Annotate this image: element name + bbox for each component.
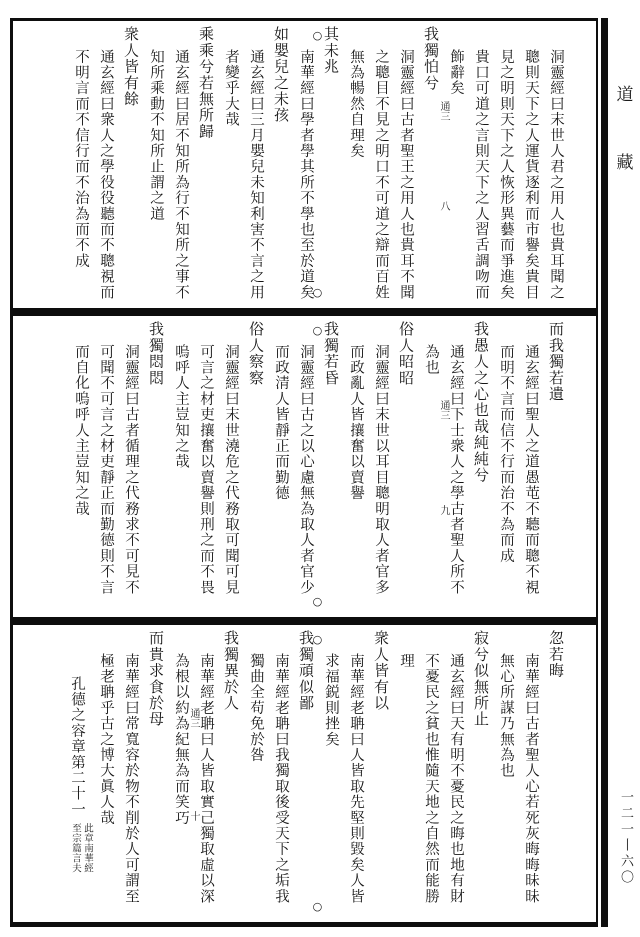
fascicle-label: 通三 <box>438 101 449 122</box>
section-circle-mark: ○ <box>312 900 324 913</box>
section-circle-mark: ○ <box>312 324 324 337</box>
commentary-column: 南華經曰常寬容於物不削於人可謂至 <box>123 653 139 905</box>
section-circle-mark: ○ <box>312 286 324 299</box>
commentary-column: 可言之材吏攘奮以賣譽則刑之而不畏 <box>198 344 214 596</box>
commentary-column: 而自化嗚呼人主豈知之哉 <box>73 344 89 517</box>
commentary-column: 而政亂人皆攘奮以賣譽 <box>348 344 364 501</box>
commentary-column: 南華經老聃曰我獨取後受天下之垢我 <box>273 653 289 905</box>
laozi-text-column: 我獨悶悶 <box>147 321 165 386</box>
commentary-column: 求福鋭則挫矣 <box>323 653 339 748</box>
commentary-column: 之聰目不見之明口不可道之辯而百姓 <box>373 49 389 301</box>
section-circle-mark: ○ <box>312 633 324 646</box>
text-frame <box>10 18 598 927</box>
commentary-column: 聰則天下之人運貨逐利而市譽矣貴目 <box>523 49 539 301</box>
laozi-text-column: 我獨頑似鄙 <box>297 630 315 711</box>
commentary-column: 洞靈經曰古者循理之代務求不可見不 <box>123 344 139 596</box>
commentary-column: 獨曲全苟免於咎 <box>248 653 264 763</box>
laozi-text-column: 乘乘兮若無所歸 <box>197 26 215 140</box>
commentary-column: 而明不言而信不行而治不為而成 <box>498 344 514 564</box>
commentary-column: 洞靈經曰古者聖王之用人也貴耳不聞 <box>398 49 414 301</box>
commentary-column: 南華經老聃曰人皆取先堅則毀矣人皆 <box>348 653 364 905</box>
chapter-title-column <box>64 630 93 918</box>
laozi-text-column: 我愚人之心也哉純純兮 <box>472 321 490 483</box>
laozi-text-column: 而我獨若遺 <box>547 321 565 402</box>
fascicle-label: 通三 <box>188 707 199 728</box>
commentary-column: 洞靈經曰古之以心慮無為取人者官少 <box>298 344 314 596</box>
laozi-text-column: 其未兆 <box>322 26 340 75</box>
commentary-column: 見之明則天下之人恢形異藝而爭進矣 <box>498 49 514 301</box>
commentary-column: 理 <box>398 653 414 669</box>
fascicle-label: 通三 <box>438 399 449 420</box>
commentary-column: 通玄經曰衆人之學役役聽而不聰視而 <box>98 49 114 301</box>
canon-label-dao: 道 <box>616 85 634 105</box>
laozi-text-column: 我獨異於人 <box>222 630 240 711</box>
laozi-text-column: 我獨若昏 <box>322 321 340 386</box>
laozi-text-column: 俗人察察 <box>247 321 265 386</box>
commentary-column: 南華經曰學者學其所不學也至於道矣 <box>298 49 314 301</box>
commentary-column: 貴口可道之言則天下之人習舌調吻而 <box>473 49 489 301</box>
commentary-column: 者變乎大哉 <box>223 49 239 128</box>
commentary-column: 極老聃乎古之博大眞人哉 <box>98 653 114 826</box>
laozi-text-column: 如嬰兒之未孩 <box>272 26 290 124</box>
commentary-column: 可聞不可言之材吏靜正而勤德則不言 <box>98 344 114 596</box>
band-divider <box>13 617 596 625</box>
commentary-column: 通玄經曰三月嬰兒未知利害不言之用 <box>248 49 264 301</box>
folio-number: 十 <box>188 811 199 822</box>
chapter-gloss-line: 至宗篇言夫 <box>70 823 81 874</box>
commentary-column: 不明言而不信行而不治為而不成 <box>73 49 89 269</box>
laozi-text-column: 而貴求食於母 <box>147 630 165 728</box>
section-circle-mark: ○ <box>312 595 324 608</box>
commentary-column: 無為暢然自理矣 <box>348 49 364 159</box>
commentary-column: 為也 <box>423 344 439 376</box>
page-band-middle <box>13 316 596 617</box>
commentary-column: 飾辭矣 <box>448 49 464 97</box>
section-circle-mark: ○ <box>312 29 324 42</box>
commentary-column: 通玄經曰居不知所為行不知所之事不 <box>173 49 189 301</box>
chapter-gloss-line: 此章南華經 <box>82 823 93 874</box>
laozi-text-column: 衆人皆有以 <box>372 630 390 711</box>
commentary-column: 通玄經曰天有明不憂民之晦也地有財 <box>448 653 464 905</box>
commentary-column: 洞靈經曰末世以耳目聰明取人者官多 <box>373 344 389 596</box>
commentary-column: 為根以約為紀無為而笑巧 <box>173 653 189 826</box>
chapter-gloss <box>69 823 93 873</box>
chapter-title: 孔德之容章第二十一 <box>69 676 85 818</box>
commentary-column: 南華經老聃曰人皆取實己獨取虛以深 <box>198 653 214 905</box>
page-locator: 一二一丨六〇 <box>618 790 633 886</box>
commentary-column: 洞靈經曰末世人君之用人也貴耳聞之 <box>548 49 564 301</box>
folio-number: 八 <box>438 201 449 212</box>
commentary-column: 不憂民之貧也惟隨天地之自然而能勝 <box>423 653 439 905</box>
commentary-column: 洞靈經曰末世澆危之代務取可聞可見 <box>223 344 239 596</box>
canon-label-zang: 藏 <box>616 153 634 173</box>
commentary-column: 嗚呼人主豈知之哉 <box>173 344 189 470</box>
laozi-text-column: 忽若晦 <box>547 630 565 679</box>
commentary-column: 通玄經曰聖人之道愚芚不聽而聰不視 <box>523 344 539 596</box>
commentary-column: 知所乘動不知所止謂之道 <box>148 49 164 222</box>
folio-number: 九 <box>438 504 449 515</box>
laozi-text-column: 寂兮似無所止 <box>472 630 490 728</box>
page-band-bottom <box>13 625 596 922</box>
commentary-column: 南華經曰古者聖人心若死灰晦晦昧昧 <box>523 653 539 905</box>
laozi-text-column: 俗人昭昭 <box>397 321 415 386</box>
commentary-column: 無心所謀乃無為也 <box>498 653 514 779</box>
outer-border-rule <box>601 18 608 927</box>
page-band-top <box>13 21 596 308</box>
band-divider <box>13 308 596 316</box>
laozi-text-column: 衆人皆有餘 <box>122 26 140 107</box>
commentary-column: 通玄經曰下士衆人之學古者聖人所不 <box>448 344 464 596</box>
laozi-text-column: 我獨怕兮 <box>422 26 440 91</box>
commentary-column: 而政清人皆靜正而勤德 <box>273 344 289 501</box>
